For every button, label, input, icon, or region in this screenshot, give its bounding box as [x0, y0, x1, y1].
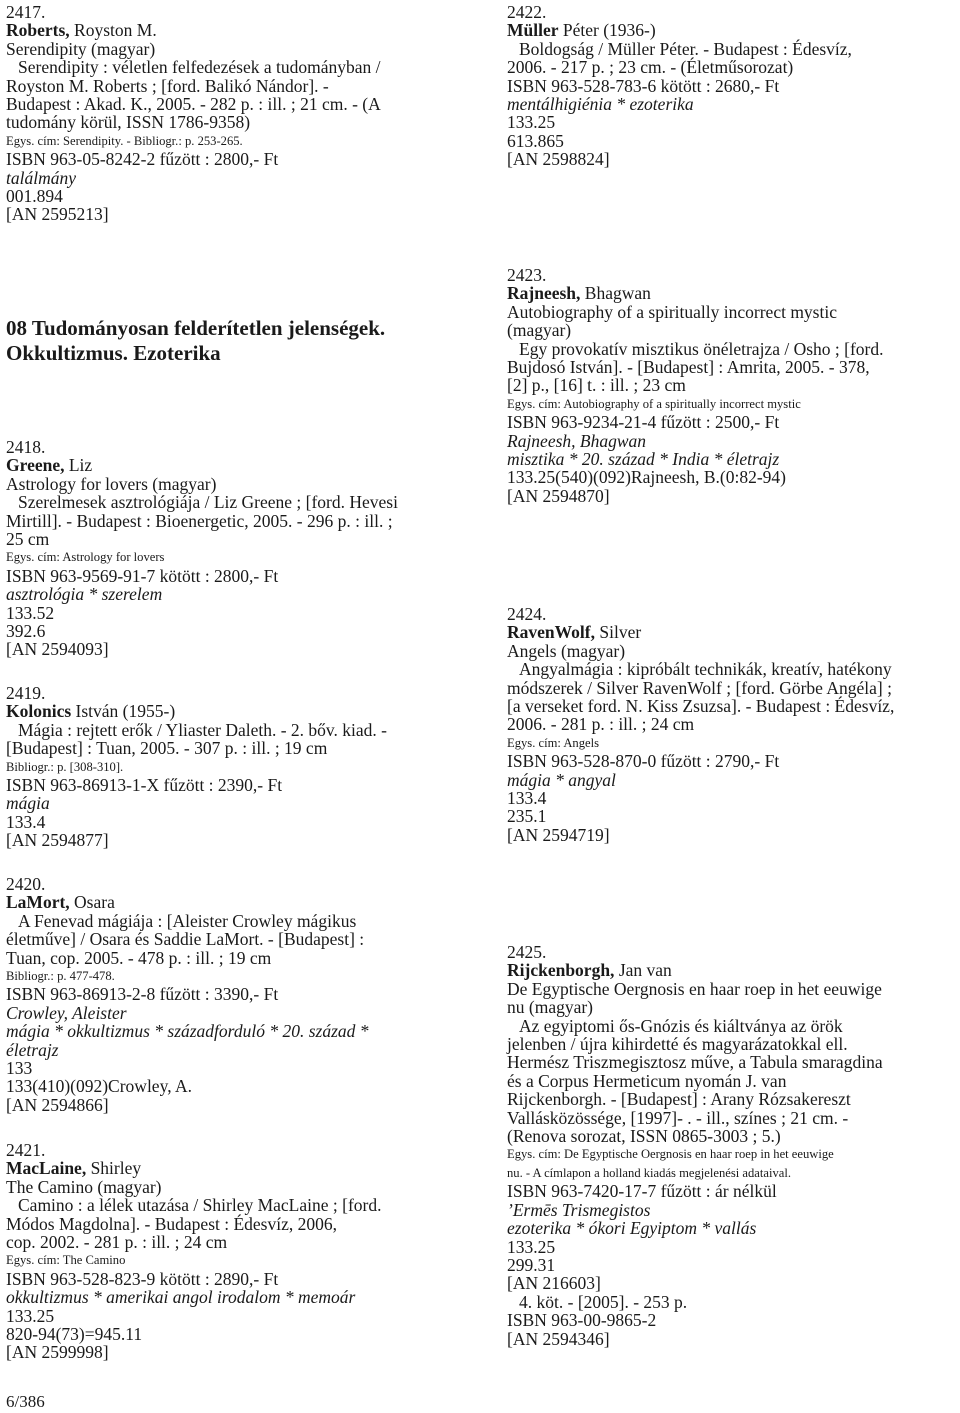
isbn-line: ISBN 963-528-783-6 kötött : 2680,- Ft [507, 75, 780, 96]
author-surname: Greene, [6, 455, 65, 476]
description-line: Budapest : Akad. K., 2005. - 282 p. : ill. ; 21 cm. - (A [6, 94, 381, 115]
isbn-line: ISBN 963-7420-17-7 fűzött : ár nélkül [507, 1181, 777, 1202]
description-line: cop. 2002. - 281 p. : ill. ; 24 cm [6, 1232, 228, 1253]
an-number: [AN 2599998] [6, 1342, 109, 1363]
entry-number: 2420. [6, 874, 46, 894]
classification: 820-94(73)=945.11 [6, 1324, 143, 1345]
description-line: Tuan, cop. 2005. - 478 p. : ill. ; 19 cm [6, 947, 272, 968]
subject-terms: találmány [6, 167, 76, 188]
entry-2422 [507, 3, 957, 169]
classification: 001.894 [6, 186, 63, 207]
author-forename: István (1955-) [71, 701, 176, 722]
subject-terms: ezoterika * ókori Egyiptom * vallás [507, 1218, 757, 1239]
description-line: A Fenevad mágiája : [Aleister Crowley mágikus [18, 910, 357, 931]
entry-number: 2421. [6, 1140, 46, 1160]
classification: 392.6 [6, 621, 46, 642]
subject-person: Rajneesh, Bhagwan [507, 430, 647, 451]
entry-note: Bibliogr.: p. 477-478. [6, 969, 115, 984]
author-forename: Osara [69, 892, 115, 913]
description-line: és a Corpus Hermeticum nyomán J. van [507, 1070, 787, 1091]
description-line: (Renova sorozat, ISSN 0865-3003 ; 5.) [507, 1126, 781, 1147]
description-line: tudomány körül, ISSN 1786-9358) [6, 112, 251, 133]
description-line: Royston M. Roberts ; [ford. Balikó Nándor]. - [6, 75, 329, 96]
author-surname: Rajneesh, [507, 283, 581, 304]
isbn-line: ISBN 963-86913-1-X fűzött : 2390,- Ft [6, 775, 283, 796]
classification: 133.4 [507, 788, 547, 809]
classification: 235.1 [507, 806, 547, 827]
classification: 613.865 [507, 130, 564, 151]
description-line: Angyalmágia : kipróbált technikák, kreatív, hatékony [519, 659, 892, 680]
author-forename: Shirley [86, 1158, 142, 1179]
isbn-line: ISBN 963-86913-2-8 fűzött : 3390,- Ft [6, 984, 279, 1005]
description-line: jelenben / újra kihirdetté és magyarázatokkal ell. [507, 1034, 848, 1055]
an-number: [AN 2594093] [6, 639, 109, 660]
entry-author [6, 456, 450, 474]
subject-terms: mágia * okkultizmus * századforduló * 20. század * [6, 1021, 369, 1042]
entry-note: Bibliogr.: p. [308-310]. [6, 759, 124, 774]
author-forename: Jan van [614, 960, 672, 981]
entry-note: Egys. cím: Angels [507, 735, 599, 750]
author-surname: Roberts, [6, 20, 70, 41]
author-forename: Royston M. [69, 20, 157, 41]
an-number: [AN 2598824] [507, 149, 610, 170]
subject-terms: misztika * 20. század * India * életrajz [507, 449, 780, 470]
entry-2418 [6, 438, 450, 659]
description-line: Rijckenborgh. - [Budapest] : Arany Rózsakereszt [507, 1089, 851, 1110]
classification: 133(410)(092)Crowley, A. [6, 1076, 192, 1097]
subject-terms: mágia * angyal [507, 769, 616, 790]
subject-terms: mentálhigiénia * ezoterika [507, 94, 694, 115]
description-line: Serendipity : véletlen felfedezések a tudományban / [18, 57, 381, 78]
entry-number: 2418. [6, 437, 46, 457]
description-line: 25 cm [6, 529, 50, 550]
isbn-line: ISBN 963-528-823-9 kötött : 2890,- Ft [6, 1268, 279, 1289]
description-line: 2006. - 217 p. ; 23 cm. - (Életműsorozat) [507, 57, 794, 78]
volume-an-number: [AN 2594346] [507, 1328, 610, 1349]
author-surname: Kolonics [6, 701, 72, 722]
isbn-line: ISBN 963-9569-91-7 kötött : 2800,- Ft [6, 565, 279, 586]
description-line: [a verseket ford. N. Kiss Zsuzsa]. - Budapest : Édesvíz, [507, 696, 895, 717]
entry-number: 2425. [507, 942, 547, 962]
classification: 133 [6, 1058, 33, 1079]
section-heading [6, 316, 456, 366]
entry-2425 [507, 943, 957, 1348]
description-line: Bujdosó István]. - [Budapest] : Amrita, 2005. - 378, [507, 357, 870, 378]
entry-2423 [507, 266, 957, 505]
author-forename: Silver [595, 622, 642, 643]
classification: 133.52 [6, 602, 55, 623]
author-surname: LaMort, [6, 892, 70, 913]
an-number: [AN 2594870] [507, 485, 610, 506]
description-line: [Budapest] : Tuan, 2005. - 307 p. : ill. ; 19 cm [6, 738, 328, 759]
entry-2417 [6, 3, 450, 224]
description-line: Szerelmesek asztrológiája / Liz Greene ; [ford. Hevesi [18, 492, 398, 513]
entry-note: Egys. cím: De Egyptische Oergnosis en haar roep in het eeuwige [507, 1147, 834, 1162]
an-number: [AN 2594719] [507, 824, 610, 845]
subject-terms: mágia [6, 793, 50, 814]
entry-number: 2423. [507, 265, 547, 285]
entry-note: Egys. cím: The Camino [6, 1253, 126, 1268]
entry-author [6, 702, 450, 720]
author-surname: Müller [507, 20, 559, 41]
description-line: Egy provokatív misztikus önéletrajza / Osho ; [ford. [519, 338, 884, 359]
volume-line: 4. köt. - [2005]. - 253 p. [519, 1291, 688, 1312]
entry-author [6, 1159, 450, 1177]
uniform-title: The Camino (magyar) [6, 1176, 162, 1197]
subject-terms: életrajz [6, 1039, 59, 1060]
volume-isbn: ISBN 963-00-9865-2 [507, 1310, 657, 1331]
entry-2421 [6, 1141, 450, 1362]
subject-terms: asztrológia * szerelem [6, 584, 163, 605]
author-surname: Rijckenborgh, [507, 960, 615, 981]
uniform-title: nu (magyar) [507, 997, 594, 1018]
description-line: módszerek / Silver RavenWolf ; [ford. Görbe Angéla] ; [507, 677, 892, 698]
uniform-title: Serendipity (magyar) [6, 38, 156, 59]
description-line: Hermész Triszmegisztosz műve, a Tabula smaragdina [507, 1052, 883, 1073]
entry-number: 2417. [6, 2, 46, 22]
entry-author [507, 284, 957, 302]
an-number: [AN 2594866] [6, 1094, 109, 1115]
an-number: [AN 2595213] [6, 204, 109, 225]
description-line: Módos Magdolna]. - Budapest : Édesvíz, 2006, [6, 1213, 337, 1234]
description-line: Boldogság / Müller Péter. - Budapest : Édesvíz, [519, 38, 852, 59]
uniform-title: Angels (magyar) [507, 640, 626, 661]
entry-author [507, 623, 957, 641]
subject-person: ’Ermēs Trismegistos [507, 1199, 651, 1220]
subject-person: Crowley, Aleister [6, 1002, 127, 1023]
isbn-line: ISBN 963-528-870-0 fűzött : 2790,- Ft [507, 751, 780, 772]
isbn-line: ISBN 963-9234-21-4 fűzött : 2500,- Ft [507, 412, 780, 433]
classification: 133.25 [507, 112, 556, 133]
author-forename: Liz [64, 455, 93, 476]
author-forename: Péter (1936-) [558, 20, 656, 41]
classification: 133.25 [6, 1305, 55, 1326]
description-line: [2] p., [16] t. : ill. ; 23 cm [507, 375, 686, 396]
description-line: Mágia : rejtett erők / Yliaster Daleth. - 2. bőv. kiad. - [18, 719, 388, 740]
subject-terms: okkultizmus * amerikai angol irodalom * memoár [6, 1287, 356, 1308]
entry-note: Egys. cím: Astrology for lovers [6, 550, 165, 565]
description-line: életműve] / Osara és Saddie LaMort. - [Budapest] : [6, 929, 365, 950]
an-number: [AN 216603] [507, 1273, 601, 1294]
classification: 299.31 [507, 1254, 556, 1275]
uniform-title: (magyar) [507, 320, 572, 341]
entry-2419 [6, 684, 450, 850]
entry-author [507, 961, 957, 979]
author-surname: RavenWolf, [507, 622, 595, 643]
isbn-line: ISBN 963-05-8242-2 fűzött : 2800,- Ft [6, 149, 279, 170]
entry-number: 2424. [507, 604, 547, 624]
page-number: 6/386 [6, 1392, 45, 1411]
entry-author [6, 21, 450, 39]
entry-2420 [6, 875, 450, 1114]
section-heading-line: 08 Tudományosan felderítetlen jelenségek. [6, 316, 386, 340]
classification: 133.4 [6, 811, 46, 832]
entry-author [507, 21, 957, 39]
entry-number: 2422. [507, 2, 547, 22]
entry-2424 [507, 605, 957, 844]
description-line: Mirtill]. - Budapest : Bioenergetic, 2005. - 296 p. : ill. ; [6, 510, 393, 531]
section-heading-line: Okkultizmus. Ezoterika [6, 341, 221, 365]
classification: 133.25 [507, 1236, 556, 1257]
author-surname: MacLaine, [6, 1158, 87, 1179]
description-line: Vallásközössége, [1997]- . - ill., színes ; 21 cm. - [507, 1107, 849, 1128]
entry-note: Egys. cím: Serendipity. - Bibliogr.: p. 253-265. [6, 133, 243, 148]
entry-number: 2419. [6, 683, 46, 703]
uniform-title: De Egyptische Oergnosis en haar roep in het eeuwige [507, 978, 882, 999]
uniform-title: Astrology for lovers (magyar) [6, 473, 217, 494]
entry-author [6, 893, 450, 911]
an-number: [AN 2594877] [6, 830, 109, 851]
description-line: Az egyiptomi ős-Gnózis és kiáltványa az örök [519, 1015, 843, 1036]
classification: 133.25(540)(092)Rajneesh, B.(0:82-94) [507, 467, 786, 488]
author-forename: Bhagwan [580, 283, 651, 304]
description-line: 2006. - 281 p. : ill. ; 24 cm [507, 714, 695, 735]
description-line: Camino : a lélek utazása / Shirley MacLaine ; [ford. [18, 1195, 382, 1216]
uniform-title: Autobiography of a spiritually incorrect mystic [507, 301, 837, 322]
entry-note: nu. - A címlapon a holland kiadás megjelenési adataival. [507, 1165, 791, 1180]
entry-note: Egys. cím: Autobiography of a spiritually incorrect mystic [507, 396, 801, 411]
